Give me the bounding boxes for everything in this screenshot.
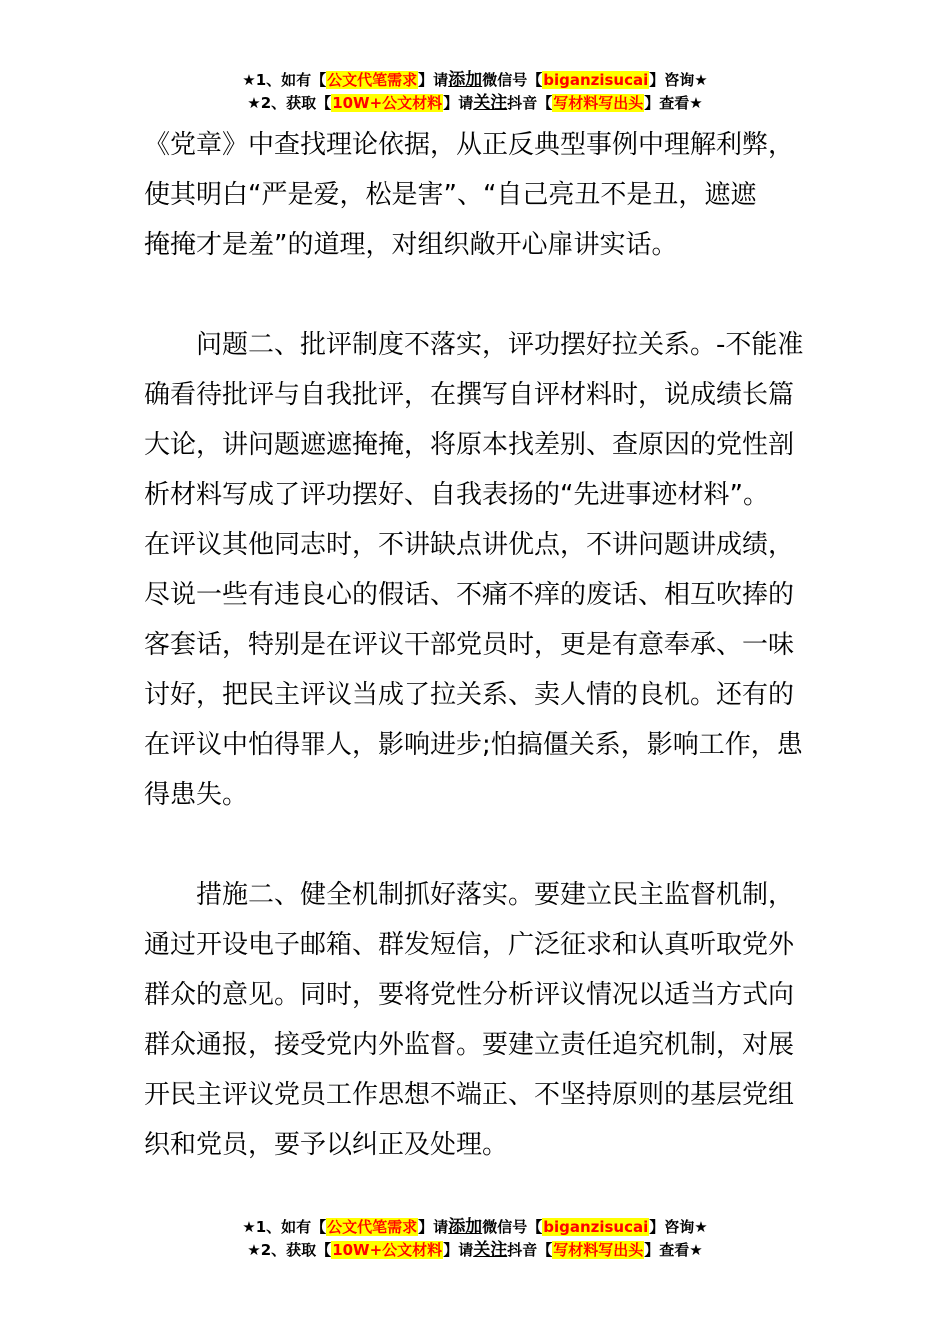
banner-line-2-suffix: 】查看★ [644, 1241, 703, 1259]
text-line: 客套话，特别是在评议干部党员时，更是有意奉承、一味 [144, 630, 795, 660]
banner-line-2 [0, 1239, 950, 1262]
banner-line-1-text: 】请 [418, 71, 449, 89]
header-banner [0, 69, 950, 115]
banner-line-1-emphasis: 添加 [448, 1217, 483, 1237]
banner-line-2-text-2: 抖音【 [507, 94, 553, 112]
paragraph-continuation [144, 120, 808, 270]
text-line: 开民主评议党员工作思想不端正、不坚持原则的基层党组 [144, 1080, 795, 1110]
text-line: 在评议中怕得罪人，影响进步;怕搞僵关系，影响工作，患 [144, 730, 803, 760]
text-line: 确看待批评与自我批评，在撰写自评材料时，说成绩长篇 [144, 380, 795, 410]
banner-line-1-suffix: 】咨询★ [649, 71, 708, 89]
banner-line-2-prefix: ★2、获取【 [247, 94, 332, 112]
text-line: 掩掩才是羞”的道理，对组织敞开心扉讲实话。 [144, 230, 678, 260]
banner-line-2-emphasis: 关注 [473, 93, 508, 113]
footer-banner [0, 1216, 950, 1262]
text-line: 尽说一些有违良心的假话、不痛不痒的废话、相互吹捧的 [144, 580, 795, 610]
paragraph-measure-two [144, 870, 808, 1170]
text-line: 大论，讲问题遮遮掩掩，将原本找差别、查原因的党性剖 [144, 430, 795, 460]
text-line: 群众的意见。同时，要将党性分析评议情况以适当方式向 [144, 980, 795, 1010]
text-line: 使其明白“严是爱，松是害”、“自己亮丑不是丑，遮遮 [144, 180, 757, 210]
banner-highlight-wechat-id: biganzisucai [543, 1218, 649, 1236]
text-line: 得患失。 [144, 780, 249, 810]
banner-highlight-writing-service: 公文代笔需求 [327, 71, 418, 89]
banner-line-2-text: 】请 [443, 94, 474, 112]
banner-line-2-emphasis: 关注 [473, 1240, 508, 1260]
banner-line-1-text-2: 微信号【 [482, 1218, 543, 1236]
text-line: 措施二、健全机制抓好落实。要建立民主监督机制， [196, 880, 795, 910]
text-line: 《党章》中查找理论依据，从正反典型事例中理解利弊， [144, 130, 795, 160]
banner-line-1 [0, 69, 950, 92]
banner-line-1-text: 】请 [418, 1218, 449, 1236]
banner-highlight-douyin-account: 写材料写出头 [553, 94, 644, 112]
banner-line-1-prefix: ★1、如有【 [242, 71, 327, 89]
banner-line-2-suffix: 】查看★ [644, 94, 703, 112]
banner-highlight-materials: 10W+公文材料 [332, 1241, 443, 1259]
text-line: 在评议其他同志时，不讲缺点讲优点，不讲问题讲成绩， [144, 530, 795, 560]
banner-line-1-emphasis: 添加 [448, 70, 483, 90]
banner-line-1-suffix: 】咨询★ [649, 1218, 708, 1236]
banner-line-2-text: 】请 [443, 1241, 474, 1259]
text-line: 织和党员，要予以纠正及处理。 [144, 1130, 509, 1160]
banner-highlight-writing-service: 公文代笔需求 [327, 1218, 418, 1236]
banner-line-2 [0, 92, 950, 115]
banner-line-1 [0, 1216, 950, 1239]
text-line: 问题二、批评制度不落实，评功摆好拉关系。-不能准 [196, 330, 804, 360]
banner-highlight-douyin-account: 写材料写出头 [553, 1241, 644, 1259]
text-line: 讨好，把民主评议当成了拉关系、卖人情的良机。还有的 [144, 680, 795, 710]
document-body [144, 120, 808, 1170]
banner-line-2-text-2: 抖音【 [507, 1241, 553, 1259]
paragraph-problem-two [144, 320, 808, 820]
text-line: 通过开设电子邮箱、群发短信，广泛征求和认真听取党外 [144, 930, 795, 960]
banner-line-2-prefix: ★2、获取【 [247, 1241, 332, 1259]
text-line: 析材料写成了评功摆好、自我表扬的“先进事迹材料”。 [144, 480, 769, 510]
banner-highlight-wechat-id: biganzisucai [543, 71, 649, 89]
text-line: 群众通报，接受党内外监督。要建立责任追究机制，对展 [144, 1030, 795, 1060]
banner-highlight-materials: 10W+公文材料 [332, 94, 443, 112]
banner-line-1-prefix: ★1、如有【 [242, 1218, 327, 1236]
banner-line-1-text-2: 微信号【 [482, 71, 543, 89]
